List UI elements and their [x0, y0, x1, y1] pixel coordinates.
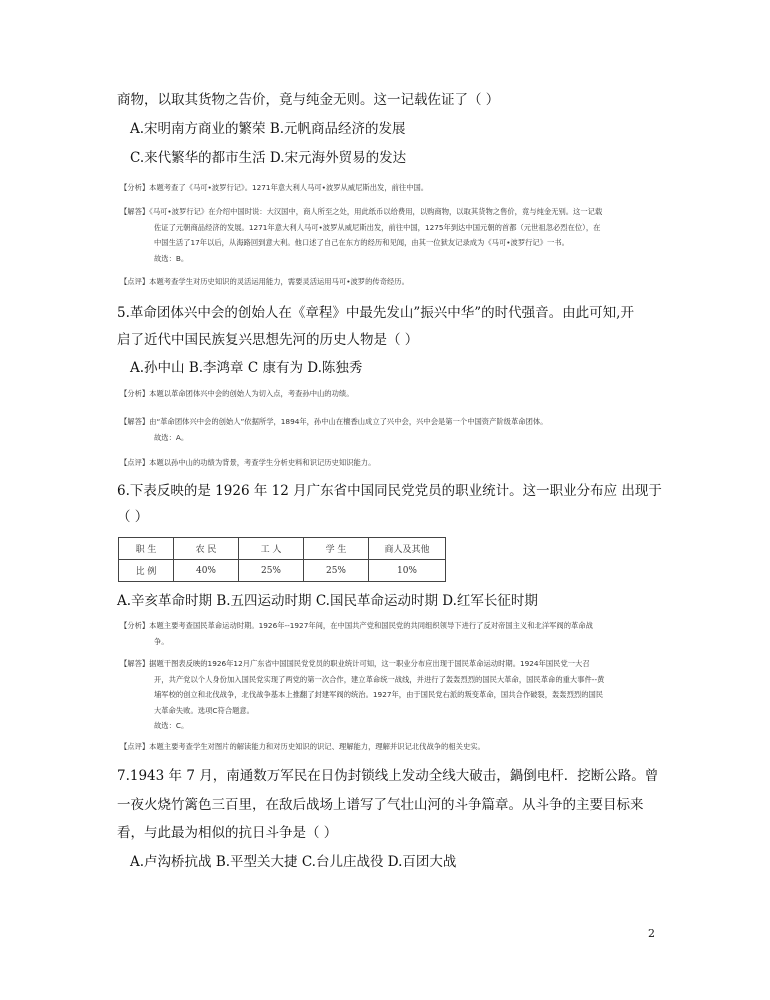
table-cell: 工 人: [239, 538, 304, 560]
q5-analysis: 【分析】本题以革命团体兴中会的创始人为切入点，考查孙中山的功绩。: [120, 389, 354, 398]
q7-stem-line3: 看，与此最为相似的抗日斗争是（ ）: [117, 825, 338, 841]
q6-occupation-table: [118, 537, 446, 582]
q6-stem-line1: 6.下表反映的是 1926 年 12 月广东省中国同民党党员的职业统计。这一职业分布应 出现于: [117, 483, 662, 499]
table-cell: 40%: [174, 560, 239, 582]
q6-stem-line2: （ ）: [117, 509, 149, 525]
q7-stem-line1: 7.1943 年 7 月，南通数万军民在日伪封锁线上发动全线大破击，鍋倒电杆．挖断公路。曾: [117, 768, 659, 784]
q6-options: A.辛亥革命时期 B.五四运动时期 C.国民革命运动时期 D.红军长征时期: [117, 593, 538, 609]
table-cell: 职 生: [119, 538, 174, 560]
q5-stem-line1: 5.革命团体兴中会的创始人在《章程》中最先发山”振兴中华”的时代强音。由此可知,开: [117, 305, 634, 321]
q7-options: A.卢沟桥抗战 B.平型关大捷 C.台儿庄战役 D.百团大战: [130, 854, 457, 870]
table-header-row: [119, 538, 446, 560]
q4-options-cd: C.来代繁华的都市生活 D.宋元海外贸易的发达: [130, 150, 407, 166]
table-row: [119, 560, 446, 582]
q6-answer: 【解答】据题干图表反映的1926年12月广东省中国国民党党员的职业统计可知，这一职业分布应出现于国民革命运动时期。1924年国民党一大召 开，共产党以个人身份加入国民党实现了两党的第一次合作，建立革命统一战线，并进行了轰轰烈烈的国民大革命，国民革命的重大事件--黄 埔军校的创立和北伐战争，北伐战争基本上推翻了封建军阀的统治。1927年，由于国民党右派的叛变革命，国共合作破裂，轰轰烈烈的国民 大革命失败。选项C符合题意。 故选：C。: [120, 659, 605, 730]
q4-answer: 【解答】《马可•波罗行记》在介绍中国时说：大汉国中，商人所至之处，用此纸币以给费用，以购商物，以取其货物之售价，竟与纯金无别。这一记载 佐证了元朝商品经济的发展。1271年意大利人马可•波罗从威尼斯出发，前往中国，1275年到达中国元朝的首都（元世祖忽必烈在位），在 中国生活了17年以后，从海路回到意大利。他口述了自己在东方的经历和见闻，由其一位狱友记录成为《马可•波罗行记》一书。 故选：B。: [120, 207, 603, 263]
table-cell: 10%: [369, 560, 446, 582]
q4-options-ab: A.宋明南方商业的繁荣 B.元帆商品经济的发展: [130, 121, 406, 137]
q5-answer: 【解答】由“革命团体兴中会的创始人”依据所学，1894年，孙中山在檀香山成立了兴中会，兴中会是第一个中国资产阶级革命团体。 故选：A。: [120, 417, 548, 442]
q4-comment: 【点评】本题考查学生对历史知识的灵活运用能力，需要灵活运用马可•波罗的传奇经历。: [120, 277, 409, 286]
q5-comment: 【点评】本题以孙中山的功绩为背景，考查学生分析史料和识记历史知识能力。: [120, 458, 376, 467]
q5-stem-line2: 启了近代中国民族复兴思想先河的历史人物是（ ）: [117, 332, 419, 348]
q5-options: A.孙中山 B.李鸿章 C 康有为 D.陈独秀: [130, 360, 363, 376]
table-cell: 25%: [304, 560, 369, 582]
q7-stem-line2: 一夜火烧竹篱色三百里，在敌后战场上谱写了气壮山河的斗争篇章。从斗争的主要目标来: [117, 797, 644, 813]
q6-analysis: 【分析】本题主要考查国民革命运动时期。1926年--1927年间，在中国共产党和国民党的共同组织领导下进行了反对帝国主义和北洋军阀的革命战 争。: [120, 621, 593, 646]
table-cell: 学 生: [304, 538, 369, 560]
page-number: 2: [648, 927, 655, 940]
table-cell: 农 民: [174, 538, 239, 560]
q4-stem: 商物，以取其货物之告价，竟与纯金无则。这一记载佐证了（ ）: [117, 92, 500, 108]
table-cell: 商人及其他: [369, 538, 446, 560]
q4-analysis: 【分析】本题考查了《马可•波罗行记》。1271年意大利人马可•波罗从威尼斯出发，前往中国。: [120, 183, 429, 192]
q6-comment: 【点评】本题主要考查学生对图片的解读能力和对历史知识的识记、理解能力，理解并识记北伐战争的相关史实。: [120, 742, 485, 751]
table-cell: 25%: [239, 560, 304, 582]
table-cell: 比 例: [119, 560, 174, 582]
